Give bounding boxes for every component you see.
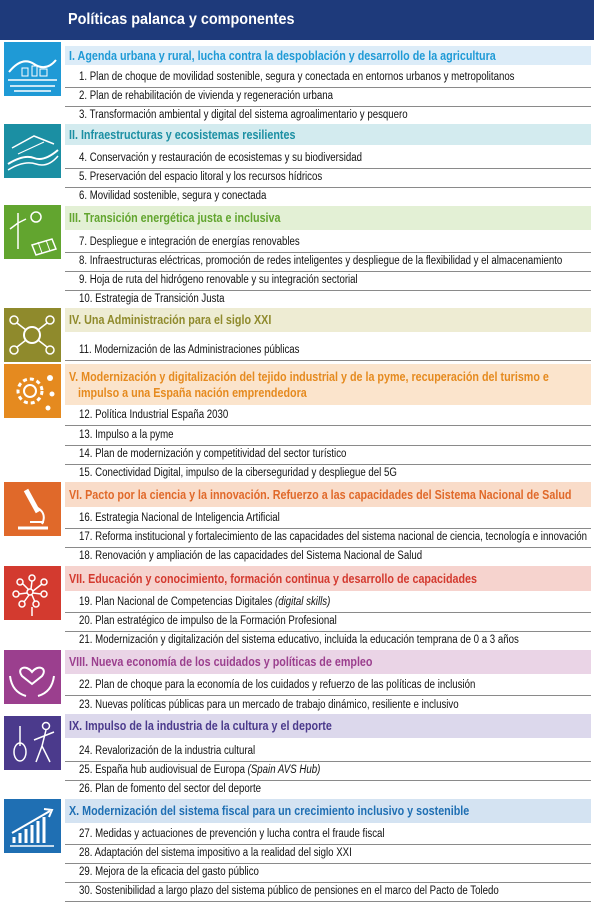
component-label: 30. Sostenibilidad a largo plazo del sistema público de pensiones en el marco del Pacto de Toledo bbox=[79, 885, 499, 897]
gear-icon bbox=[4, 364, 61, 418]
section-title: X. Modernización del sistema fiscal para un crecimiento inclusivo y sostenible bbox=[69, 804, 470, 818]
component-item bbox=[65, 150, 591, 169]
section-header-band bbox=[65, 799, 591, 823]
component-label: 10. Estrategia de Transición Justa bbox=[79, 293, 225, 305]
component-item bbox=[65, 234, 591, 253]
section-title: IV. Una Administración para el siglo XXI bbox=[69, 313, 272, 327]
section-header-band bbox=[65, 124, 591, 145]
component-item bbox=[65, 826, 591, 845]
component-item bbox=[65, 169, 591, 188]
component-item bbox=[65, 594, 591, 613]
component-label: 8. Infraestructuras eléctricas, promoción de redes inteligentes y despliegue de la flexibilidad y el almacenamiento bbox=[79, 255, 563, 267]
component-label: 22. Plan de choque para la economía de los cuidados y refuerzo de las políticas de inclusión bbox=[79, 679, 476, 691]
header-bar bbox=[0, 0, 594, 40]
component-item bbox=[65, 342, 591, 361]
growth-chart-icon bbox=[4, 799, 61, 853]
component-label: 12. Política Industrial España 2030 bbox=[79, 409, 229, 421]
section-title: IX. Impulso de la industria de la cultura y el deporte bbox=[69, 719, 332, 733]
section-header-band bbox=[65, 482, 591, 507]
component-label: 28. Adaptación del sistema impositivo a la realidad del siglo XXI bbox=[79, 847, 352, 859]
component-item bbox=[65, 253, 591, 272]
component-label: 16. Estrategia Nacional de Inteligencia Artificial bbox=[79, 512, 280, 524]
component-item bbox=[65, 510, 591, 529]
component-item bbox=[65, 529, 591, 548]
component-label: 14. Plan de modernización y competitividad del sector turístico bbox=[79, 448, 347, 460]
microscope-icon bbox=[4, 482, 61, 536]
section-header-band bbox=[65, 650, 591, 674]
component-item bbox=[65, 188, 591, 207]
component-label: 21. Modernización y digitalización del sistema educativo, incluida la educación temprana de 0 a 3 años bbox=[79, 634, 519, 646]
component-label: 19. Plan Nacional de Competencias Digitales (digital skills) bbox=[79, 596, 331, 608]
component-label: 24. Revalorización de la industria cultural bbox=[79, 745, 256, 757]
component-label: 29. Mejora de la eficacia del gasto público bbox=[79, 866, 259, 878]
component-label: 6. Movilidad sostenible, segura y conectada bbox=[79, 190, 267, 202]
component-label-italic: (digital skills) bbox=[274, 596, 331, 608]
component-label: 15. Conectividad Digital, impulso de la ciberseguridad y despliegue del 5G bbox=[79, 467, 397, 479]
component-item bbox=[65, 88, 591, 107]
brain-icon bbox=[4, 566, 61, 620]
section-title: VII. Educación y conocimiento, formación continua y desarrollo de capacidades bbox=[69, 572, 478, 586]
section-title: I. Agenda urbana y rural, lucha contra la despoblación y desarrollo de la agricultura bbox=[69, 49, 496, 63]
section-title: VIII. Nueva economía de los cuidados y políticas de empleo bbox=[69, 655, 373, 669]
section-header-band bbox=[65, 714, 591, 738]
component-item bbox=[65, 69, 591, 88]
component-label: 27. Medidas y actuaciones de prevención y lucha contra el fraude fiscal bbox=[79, 828, 385, 840]
component-label: 17. Reforma institucional y fortalecimiento de las capacidades del sistema nacional de ciencia, tecnología e innovación bbox=[79, 531, 587, 543]
component-label: 2. Plan de rehabilitación de vivienda y regeneración urbana bbox=[79, 90, 334, 102]
section-header-band bbox=[65, 566, 591, 591]
component-item bbox=[65, 446, 591, 465]
component-label: 7. Despliegue e integración de energías renovables bbox=[79, 236, 300, 248]
component-item bbox=[65, 427, 591, 446]
component-item bbox=[65, 548, 591, 567]
component-label: 9. Hoja de ruta del hidrógeno renovable y su integración sectorial bbox=[79, 274, 358, 286]
component-label: 23. Nuevas políticas públicas para un mercado de trabajo dinámico, resiliente e inclusivo bbox=[79, 699, 459, 711]
network-icon bbox=[4, 308, 61, 362]
section-header-band bbox=[65, 206, 591, 230]
component-item bbox=[65, 677, 591, 696]
energy-icon bbox=[4, 205, 61, 259]
component-item bbox=[65, 743, 591, 762]
landscape-icon bbox=[4, 42, 61, 96]
component-item bbox=[65, 864, 591, 883]
component-label: 18. Renovación y ampliación de las capacidades del Sistema Nacional de Salud bbox=[79, 550, 423, 562]
section-header-band bbox=[65, 308, 591, 332]
component-label: 11. Modernización de las Administraciones públicas bbox=[79, 344, 300, 356]
component-item bbox=[65, 781, 591, 800]
component-label: 20. Plan estratégico de impulso de la Formación Profesional bbox=[79, 615, 337, 627]
section-header-band bbox=[65, 46, 591, 65]
component-label: 3. Transformación ambiental y digital del sistema agroalimentario y pesquero bbox=[79, 109, 408, 121]
page-title: Políticas palanca y componentes bbox=[68, 11, 295, 28]
component-item bbox=[65, 845, 591, 864]
component-label: 13. Impulso a la pyme bbox=[79, 429, 174, 441]
component-item bbox=[65, 883, 591, 902]
section-header-band bbox=[65, 364, 591, 405]
component-label-italic: (Spain AVS Hub) bbox=[247, 764, 321, 776]
section-title: V. Modernización y digitalización del tejido industrial y de la pyme, recuperación del turismo e impulso a una España nación emprendedora bbox=[69, 370, 549, 400]
section-title: III. Transición energética justa e inclusiva bbox=[69, 211, 281, 225]
component-label: 26. Plan de fomento del sector del deporte bbox=[79, 783, 262, 795]
section-title: II. Infraestructuras y ecosistemas resilientes bbox=[69, 128, 296, 142]
component-item bbox=[65, 407, 591, 426]
component-label: 4. Conservación y restauración de ecosistemas y su biodiversidad bbox=[79, 152, 362, 164]
care-hands-icon bbox=[4, 650, 61, 704]
component-item bbox=[65, 272, 591, 291]
component-item bbox=[65, 762, 591, 781]
culture-sport-icon bbox=[4, 716, 61, 770]
component-label: 25. España hub audiovisual de Europa (Spain AVS Hub) bbox=[79, 764, 321, 776]
section-title: VI. Pacto por la ciencia y la innovación. Refuerzo a las capacidades del Sistema Nacional de Salud bbox=[69, 488, 572, 502]
component-label: 1. Plan de choque de movilidad sostenible, segura y conectada en entornos urbanos y metropolitanos bbox=[79, 71, 515, 83]
component-label: 5. Preservación del espacio litoral y los recursos hídricos bbox=[79, 171, 323, 183]
component-item bbox=[65, 632, 591, 651]
component-item bbox=[65, 613, 591, 632]
coast-icon bbox=[4, 124, 61, 178]
